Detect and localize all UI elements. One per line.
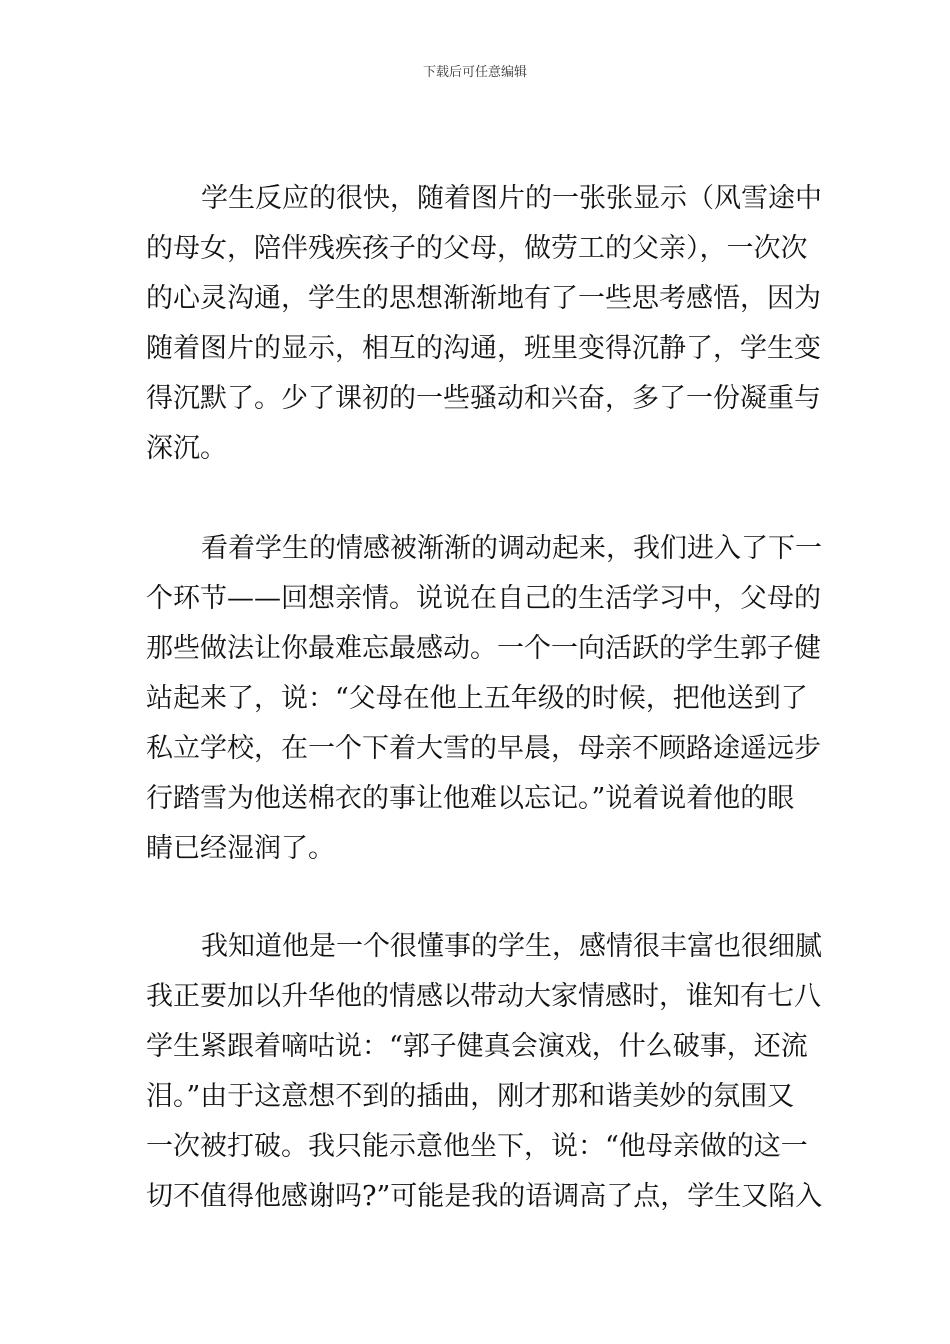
text-line: 我知道他是一个很懂事的学生，感情很丰富也很细腻 bbox=[201, 931, 822, 962]
text-line: 得沉默了。少了课初的一些骚动和兴奋，多了一份凝重与 bbox=[146, 383, 821, 414]
text-line: 随着图片的显示，相互的沟通，班里变得沉静了，学生变 bbox=[146, 333, 821, 364]
text-line: 一次被打破。我只能示意他坐下，说：“他母亲做的这一 bbox=[146, 1131, 808, 1162]
text-line: 看着学生的情感被渐渐的调动起来，我们进入了下一 bbox=[201, 533, 822, 564]
text-line: 深沉。 bbox=[146, 433, 227, 464]
text-line: 学生反应的很快，随着图片的一张张显示（风雪途中 bbox=[201, 183, 822, 214]
text-line: 我正要加以升华他的情感以带动大家情感时，谁知有七八 bbox=[146, 981, 821, 1012]
paragraph-3 bbox=[146, 922, 823, 1222]
text-line: 学生紧跟着嘀咕说：“郭子健真会演戏，什么破事，还流 bbox=[146, 1031, 808, 1062]
text-line: 私立学校，在一个下着大雪的早晨，母亲不顾路途遥远步 bbox=[146, 733, 821, 764]
text-line: 站起来了，说：“父母在他上五年级的时候，把他送到了 bbox=[146, 683, 808, 714]
paragraph-1 bbox=[146, 174, 822, 474]
page-header: 下载后可任意编辑 bbox=[422, 65, 527, 80]
text-line: 的母女，陪伴残疾孩子的父母，做劳工的父亲），一次次 bbox=[146, 233, 808, 264]
paragraph-2 bbox=[146, 524, 822, 874]
text-line: 那些做法让你最难忘最感动。一个一向活跃的学生郭子健 bbox=[146, 633, 821, 664]
text-line: 行踏雪为他送棉衣的事让他难以忘记。”说着说着他的眼 bbox=[146, 783, 795, 814]
text-line: 的心灵沟通，学生的思想渐渐地有了一些思考感悟，因为 bbox=[146, 283, 821, 314]
text-line: 个环节——回想亲情。说说在自己的生活学习中，父母的 bbox=[146, 583, 821, 614]
text-line: 睛已经湿润了。 bbox=[146, 833, 335, 864]
text-line: 泪。”由于这意想不到的插曲，刚才那和谐美妙的氛围又 bbox=[146, 1081, 795, 1112]
text-line: 切不值得他感谢吗?”可能是我的语调高了点，学生又陷入 bbox=[146, 1181, 823, 1212]
